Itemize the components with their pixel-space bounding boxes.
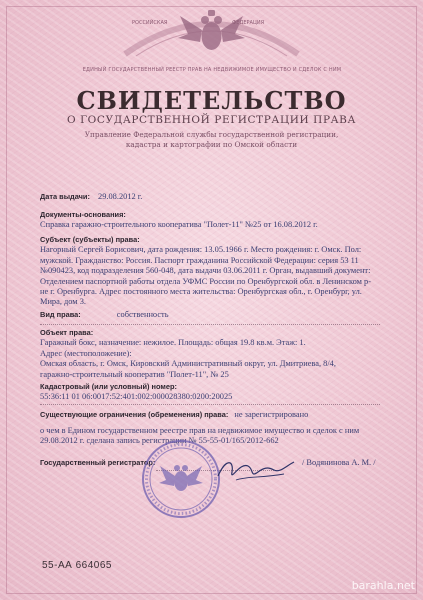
subject-text-line: Мира, дом 3. xyxy=(40,297,86,307)
emblem-arc-right-text: ФЕДЕРАЦИЯ xyxy=(232,20,265,26)
registry-ribbon-text: ЕДИНЫЙ ГОСУДАРСТВЕННЫЙ РЕЕСТР ПРАВ НА НЕДВИЖИМОЕ ИМУЩЕСТВО И СДЕЛОК С НИМ xyxy=(82,67,342,73)
official-seal-stamp xyxy=(140,438,222,520)
registrar-label: Государственный регистратор: xyxy=(40,458,156,467)
agency-line: Управление Федеральной службы государственной регистрации, xyxy=(84,130,339,139)
form-serial-number: 55-АА 664065 xyxy=(42,560,112,571)
subject-text-line: мужской. Гражданство: Россия. Паспорт гражданина Российской Федерации: серия 53 11 xyxy=(40,255,359,265)
cadastral-label: Кадастровый (или условный) номер: xyxy=(40,382,177,391)
subject-block xyxy=(40,235,390,308)
right-type-row xyxy=(40,310,390,320)
basis-block xyxy=(40,210,390,231)
right-type-value: собственность xyxy=(116,310,169,319)
eagle-icon xyxy=(178,10,245,50)
handwritten-signature xyxy=(214,450,298,490)
subject-text-line: №090423, код подразделения 560-048, дата выдачи 03.06.2011 г. Орган, выдавший документ: xyxy=(40,266,371,276)
subject-label: Субъект (субъекты) права: xyxy=(40,235,140,244)
subject-text-line: Нагорный Сергей Борисович, дата рождения: 13.05.1966 г. Место рождения: г. Омск. Пол: xyxy=(40,245,362,255)
object-text-line: Адрес (местоположение): xyxy=(40,348,132,358)
encumbrance-value: не зарегистрировано xyxy=(234,410,309,419)
cadastral-value: 55:36:11 01 06:0017:52:401:002:000028380:0200:20025 xyxy=(40,392,233,402)
divider xyxy=(40,324,380,325)
right-type-label: Вид права: xyxy=(40,310,81,319)
agency-line: кадастра и картографии по Омской области xyxy=(125,139,298,149)
object-text-line: Омская область, г. Омск, Кировский Административный округ, ул. Дмитриева, 8/4, xyxy=(40,359,336,369)
object-text-line: Гаражный бокс, назначение: нежилое. Площадь: общая 19.8 кв.м. Этаж: 1. xyxy=(40,338,306,348)
emblem-arc-left-text: РОССИЙСКАЯ xyxy=(132,20,168,26)
registry-text-line: о чем в Едином государственном реестре прав на недвижимое имущество и сделок с ним xyxy=(40,426,360,435)
subject-text-line: Отделением паспортной работы отдела УФМС России по Оренбургской обл. в Ленинском р- xyxy=(40,276,371,286)
cadastral-block xyxy=(40,382,390,403)
basis-label: Документы-основания: xyxy=(40,210,126,219)
subject-text-line: не г. Оренбурга. Адрес постоянного места жительства: Оренбургская обл., г. Оренбург, ул. xyxy=(40,287,362,297)
registrar-name: / Водянинова А. М. / xyxy=(302,458,376,467)
encumbrance-row xyxy=(40,410,390,420)
document-subtitle: О ГОСУДАРСТВЕННОЙ РЕГИСТРАЦИИ ПРАВА xyxy=(66,114,357,126)
divider xyxy=(40,404,380,405)
object-text-line: гаражно-строительный кооператив "Полет-11", № 25 xyxy=(40,369,229,379)
seal-eagle-icon xyxy=(159,465,203,491)
site-watermark: barahla.net xyxy=(351,579,415,592)
object-label: Объект права: xyxy=(40,328,94,337)
issuing-agency xyxy=(40,130,383,149)
issue-date-label: Дата выдачи: xyxy=(40,192,90,201)
object-block xyxy=(40,328,390,380)
document-title: СВИДЕТЕЛЬСТВО xyxy=(76,86,347,115)
issue-date-value: 29.08.2012 г. xyxy=(98,192,143,201)
basis-value: Справка гаражно-строительного кооператива "Полет-11" №25 от 16.08.2012 г. xyxy=(40,220,318,230)
coat-of-arms-emblem xyxy=(120,8,303,60)
registry-text-line: 29.08.2012 г. сделана запись регистрации № 55-55-01/165/2012-662 xyxy=(40,436,279,446)
issue-date-row xyxy=(40,192,390,202)
encumbrance-label: Существующие ограничения (обременения) права: xyxy=(40,410,229,419)
